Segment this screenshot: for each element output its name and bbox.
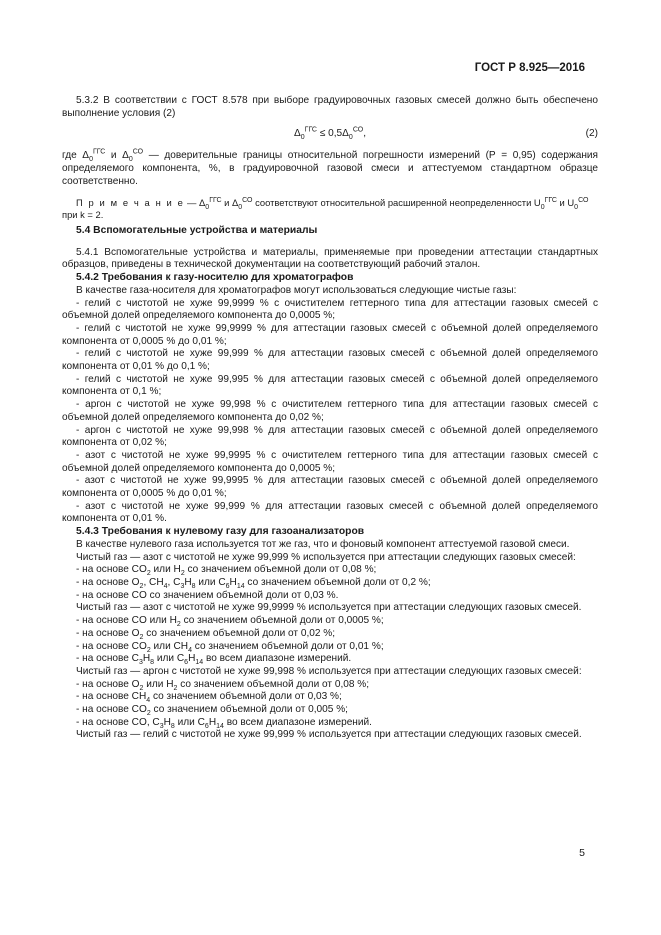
list-item: - на основе CO, $C_3H_8$ или $C_6H_{14}$ во всем диапазоне измерений.: [76, 716, 372, 730]
list-item: - на основе $CH_4$ со значением объемной доли от 0,03 %;: [76, 691, 342, 705]
note: П р и м е ч а н и е — $\Delta_0^{ГГС}$ и $\Delta_0^{СО}$ соответствуют относительной расширенной неопределенности $U_0^{ГГС}$ и $U_0^{СО}$ при k = 2.: [62, 197, 589, 221]
list-item: - на основе $O_2$ или $H_2$ со значением объемной доли от 0,08 %;: [76, 678, 370, 692]
list-item: - гелий с чистотой не хуже 99,995 % для аттестации газовых смесей с объемной долей определяемого компонента от 0,1 %;: [62, 373, 598, 398]
list-item: - на основе $O_2$, $CH_4$, $C_3H_8$ или $C_6H_{14}$ со значением объемной доли от 0,2 %;: [76, 576, 431, 590]
section-5-4: [62, 225, 598, 742]
argon-intro: Чистый газ — аргон с чистотой не хуже 99,998 % используется при аттестации следующих газовых смесей:: [76, 665, 582, 677]
list-item: - на основе $O_2$ со значением объемной доли от 0,02 %;: [76, 627, 336, 641]
standard-number: ГОСТ Р 8.925—2016: [474, 62, 585, 74]
list-item: - на основе $CO_2$ или $CH_4$ со значением объемной доли от 0,01 %;: [76, 640, 384, 654]
list-item: - азот с чистотой не хуже 99,999 % для аттестации газовых смесей с объемной долей определяемого компонента от 0,01 %.: [62, 500, 598, 525]
list-item: - аргон с чистотой не хуже 99,998 % с очистителем геттерного типа для аттестации газовых смесей с объемной долей определяемого компонента до 0,02 %;: [62, 399, 598, 423]
list-item: - азот с чистотой не хуже 99,9995 % для аттестации газовых смесей с объемной долей определяемого компонента от 0,0005 % до 0,01 %;: [62, 475, 598, 500]
heading-5-4: 5.4 Вспомогательные устройства и материалы: [76, 225, 318, 236]
list-item: - на основе $CO_2$ или $H_2$ со значением объемной доли от 0,08 %;: [76, 564, 377, 578]
heading-5-4-3: 5.4.3 Требования к нулевому газу для газоанализаторов: [76, 526, 365, 538]
list-item: - гелий с чистотой не хуже 99,9999 % для аттестации газовых смесей с объемной долей определяемого компонента от 0,0005 % до 0,01 %;: [62, 322, 598, 347]
helium-intro: Чистый газ — гелий с чистотой не хуже 99,999 % используется при аттестации следующих газовых смесей.: [76, 729, 582, 741]
formula-explanation: где $\Delta_0^{ГГС}$ и $\Delta_0^{СО}$ — доверительные границы относительной погрешности измерений (Р = 0,95) содержания определяемого компонента, %, в градуировочной газовой смеси и аттестуемом стандартном образце соответственно.: [62, 148, 599, 187]
list-item: - гелий с чистотой не хуже 99,999 % для аттестации газовых смесей с объемной долей определяемого компонента от 0,01 % до 0,1 %;: [62, 348, 598, 373]
list-item: - аргон с чистотой не хуже 99,998 % для аттестации газовых смесей с объемной долей определяемого компонента от 0,02 %;: [62, 424, 598, 449]
page-number: 5: [579, 847, 585, 859]
nitrogen-999999-intro: Чистый газ — азот с чистотой не хуже 99,9999 % используется при аттестации следующих газовых смесей.: [76, 602, 582, 614]
list-item: - гелий с чистотой не хуже 99,9999 % с очистителем геттерного типа для аттестации газовых смесей с объемной долей определяемого компонента до 0,0005 %;: [62, 297, 598, 322]
paragraph-5-4-2: В качестве газа-носителя для хроматографов могут использоваться следующие чистые газы:: [76, 284, 517, 296]
list-item: - на основе CO или $H_2$ со значением объемной доли от 0,0005 %;: [76, 615, 384, 629]
nitrogen-99999-intro: Чистый газ — азот с чистотой не хуже 99,999 % используется при аттестации следующих газовых смесей:: [76, 551, 576, 563]
section-5-3-2: [62, 95, 598, 221]
paragraph-5-4-1: 5.4.1 Вспомогательные устройства и материалы, применяемые при проведении аттестации стандартных образцов, приведены в технической документации на соответствующий рабочий эталон.: [62, 246, 598, 271]
paragraph-5-4-3: В качестве нулевого газа используется тот же газ, что и фоновый компонент аттестуемой газовой смеси.: [76, 538, 570, 550]
formula-number: (2): [585, 128, 598, 140]
heading-5-4-2: 5.4.2 Требования к газу-носителю для хроматографов: [76, 272, 354, 284]
list-item: - азот с чистотой не хуже 99,9995 % с очистителем геттерного типа для аттестации газовых смесей с объемной долей определяемого компонента до 0,0005 %;: [62, 449, 598, 474]
paragraph-5-3-2: 5.3.2 В соответствии с ГОСТ 8.578 при выборе градуировочных газовых смесей должно быть обеспечено выполнение условия (2): [62, 95, 598, 119]
list-item: - на основе CO со значением объемной доли от 0,03 %.: [76, 589, 339, 601]
list-item: - на основе $C_3H_8$ или $C_6H_{14}$ во всем диапазоне измерений.: [76, 653, 352, 667]
carrier-gas-list: [62, 298, 598, 527]
list-item: - на основе $CO_2$ со значением объемной доли от 0,005 %;: [76, 704, 348, 718]
formula-2: $\Delta_0^{ГГС} \le 0,5\Delta_0^{СО}$, (2): [294, 127, 598, 142]
